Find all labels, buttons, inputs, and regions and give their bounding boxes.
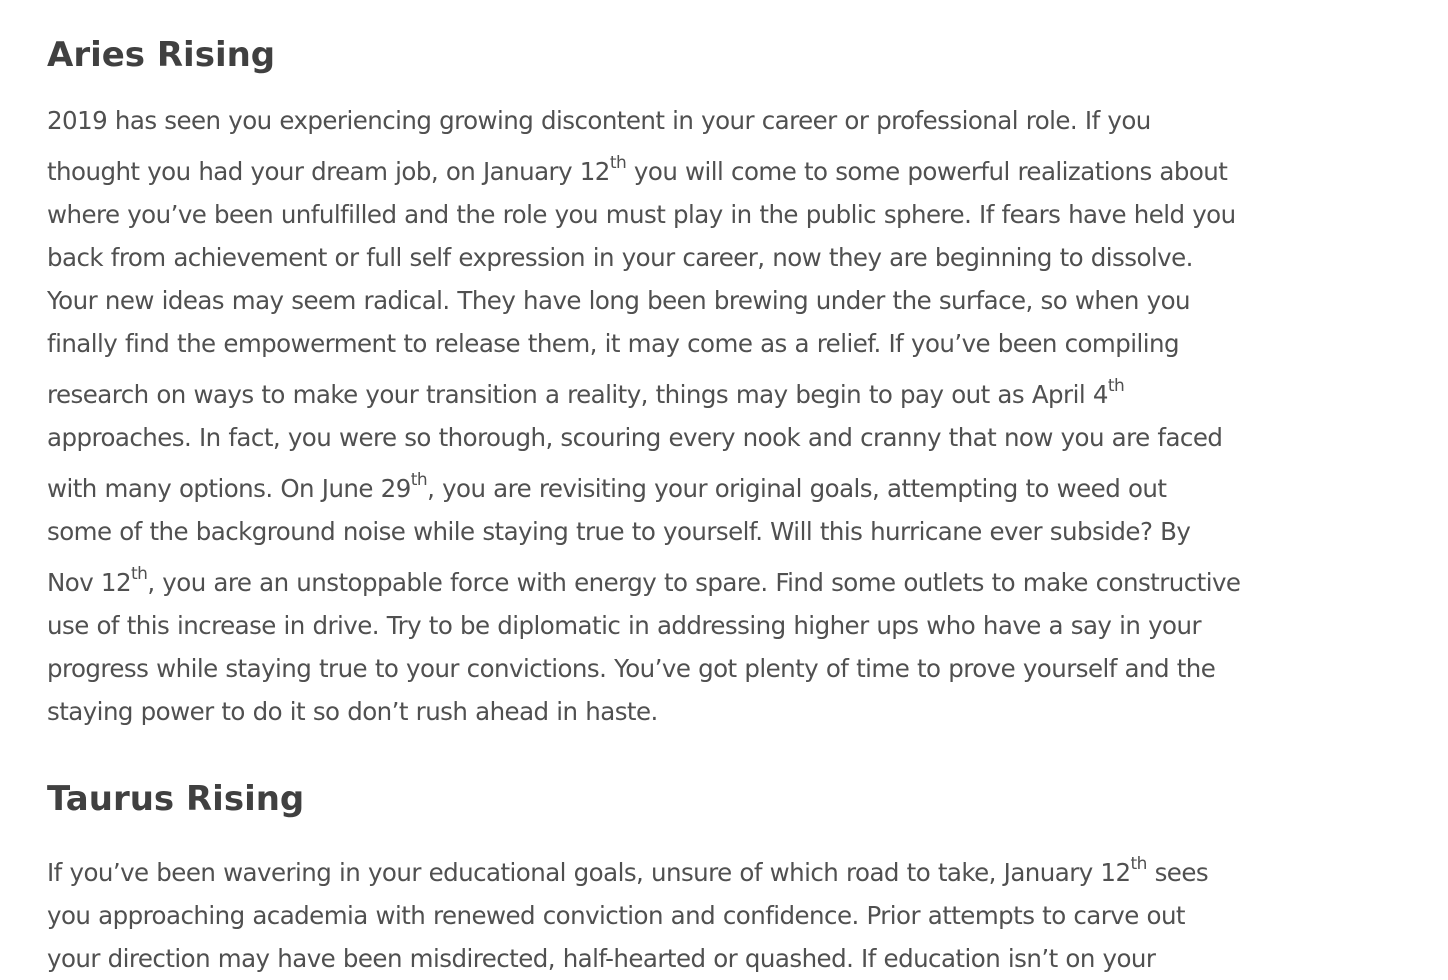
ordinal-suffix: th: [130, 564, 148, 585]
paragraph-line: some of the background noise while staying true to yourself. Will this hurricane ever subside? By: [47, 517, 1191, 546]
paragraph-line: 2019 has seen you experiencing growing discontent in your career or professional role. If you: [47, 106, 1151, 135]
paragraph-line: where you’ve been unfulfilled and the role you must play in the public sphere. If fears have held you: [47, 200, 1236, 229]
ordinal-suffix: th: [609, 153, 627, 174]
paragraph-line: staying power to do it so don’t rush ahead in haste.: [47, 697, 658, 726]
paragraph-line: with many options. On June 29th, you are revisiting your original goals, attempting to weed out: [47, 470, 1167, 503]
paragraph-aries-rising: [47, 99, 1405, 733]
paragraph-line: research on ways to make your transition a reality, things may begin to pay out as April 4th: [47, 376, 1125, 409]
paragraph-line: use of this increase in drive. Try to be diplomatic in addressing higher ups who have a say in your: [47, 611, 1201, 640]
section-heading-aries-rising: Aries Rising: [47, 35, 276, 75]
paragraph-line: your direction may have been misdirected, half-hearted or quashed. If education isn’t on your: [47, 944, 1156, 973]
paragraph-line: approaches. In fact, you were so thorough, scouring every nook and cranny that now you are faced: [47, 423, 1223, 452]
ordinal-suffix: th: [410, 470, 428, 491]
paragraph-line: finally find the empowerment to release them, it may come as a relief. If you’ve been compiling: [47, 329, 1180, 358]
ordinal-suffix: th: [1130, 854, 1147, 875]
paragraph-line: If you’ve been wavering in your educational goals, unsure of which road to take, January 12th sees: [47, 854, 1209, 887]
paragraph-line: you approaching academia with renewed conviction and confidence. Prior attempts to carve out: [47, 901, 1185, 930]
paragraph-line: Nov 12th, you are an unstoppable force with energy to spare. Find some outlets to make constructive: [47, 564, 1241, 597]
ordinal-suffix: th: [1107, 376, 1125, 397]
paragraph-line: thought you had your dream job, on January 12th you will come to some powerful realizations about: [47, 153, 1228, 186]
paragraph-line: progress while staying true to your convictions. You’ve got plenty of time to prove yourself and the: [47, 654, 1216, 683]
paragraph-taurus-rising: [47, 851, 1405, 980]
section-heading-taurus-rising: Taurus Rising: [47, 779, 305, 819]
paragraph-line: Your new ideas may seem radical. They have long been brewing under the surface, so when you: [47, 286, 1190, 315]
paragraph-line: back from achievement or full self expression in your career, now they are beginning to dissolve.: [47, 243, 1193, 272]
